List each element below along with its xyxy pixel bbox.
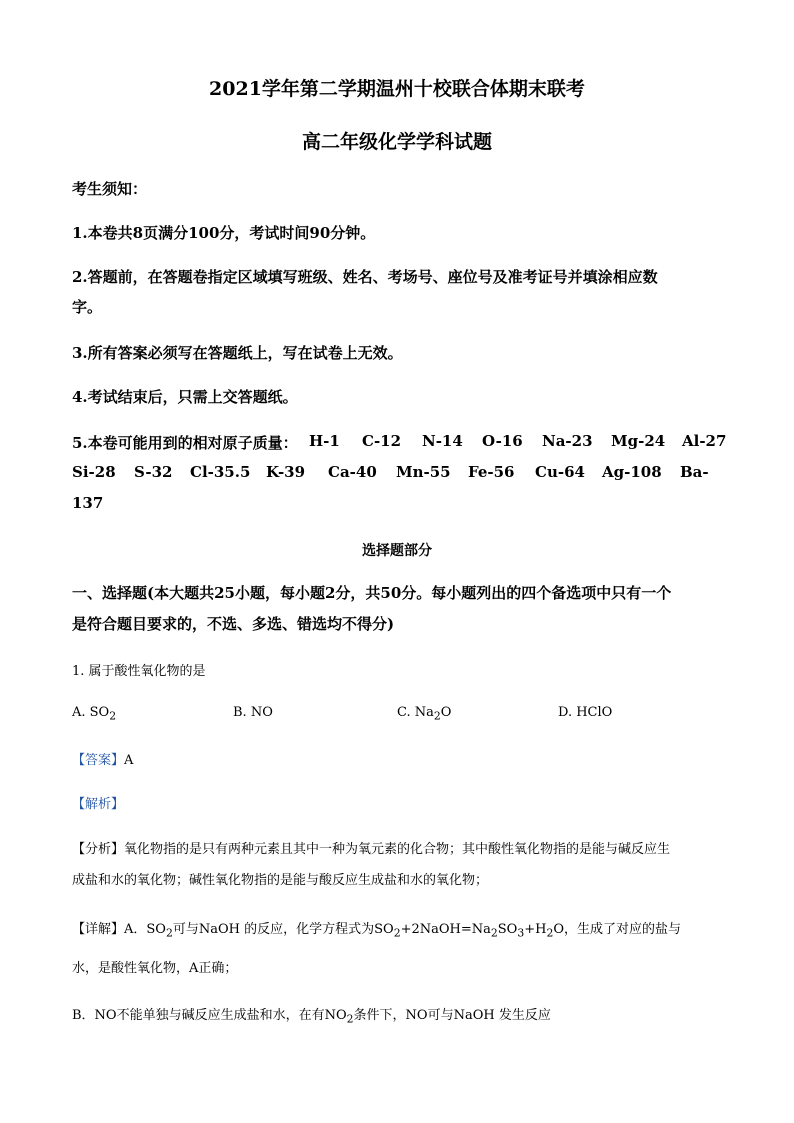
section-title: 选择题部分 [362,543,432,559]
section-intro-line2: 是符合题目要求的，不选、多选、错选均不得分) [72,615,395,633]
atomic-mass: Si-28 [72,463,116,481]
atomic-mass: Ba- [680,463,709,481]
atomic-mass: K-39 [266,463,306,481]
notice-heading: 考生须知： [72,180,148,198]
option-a: A. $SO_2$ [72,705,117,723]
option-c: C. $Na_2O$ [397,705,452,723]
option-d: D. HClO [558,705,613,720]
option-b: B. NO [233,705,273,720]
atomic-mass: Al-27 [682,432,727,450]
question-1-stem: 1. 属于酸性氧化物的是 [72,664,206,679]
atomic-mass: O-16 [482,432,523,450]
notice-item-1: 1.本卷共8页满分100分，考试时间90分钟。 [72,224,376,242]
exam-title: 2021学年第二学期温州十校联合体期末联考 [209,78,585,100]
atomic-mass: Mg-24 [611,432,666,450]
detail-line1: 【详解】A．$SO_2$可与NaOH 的反应，化学方程式为$SO_2+2NaOH=Na_2SO_3+H_2O$，生成了对应的盐与 [72,922,682,940]
atomic-mass: N-14 [422,432,463,450]
chemical-equation: $SO_2+2NaOH=Na_2SO_3+H_2O$ [374,922,565,940]
atomic-mass: S-32 [134,463,173,481]
atomic-mass: Fe-56 [468,463,515,481]
atomic-mass: Na-23 [542,432,593,450]
atomic-mass-row-3: 137 [72,494,104,512]
answer-label: 【答案】 [72,753,125,768]
detail-b-line: B．NO不能单独与碱反应生成盐和水，在有$NO_2$条件下，NO可与NaOH 发生反应 [72,1008,551,1026]
atomic-mass: Cl-35.5 [190,463,251,481]
notice-item-4: 4.考试结束后，只需上交答题纸。 [72,388,298,406]
atomic-mass: Cu-64 [535,463,585,481]
detail-line2: 水，是酸性氧化物，A正确； [72,961,238,976]
atomic-mass: Ca-40 [328,463,377,481]
atomic-mass: C-12 [362,432,402,450]
notice-item-3: 3.所有答案必须写在答题纸上，写在试卷上无效。 [72,344,403,362]
atomic-mass: H-1 [309,432,340,450]
answer-line [72,749,133,768]
fenxi-line1: 【分析】氧化物指的是只有两种元素且其中一种为氧元素的化合物；其中酸性氧化物指的是能与碱反应生 [72,842,671,857]
analysis-label: 【解析】 [72,797,125,812]
atomic-mass: Mn-55 [396,463,451,481]
section-intro-line1: 一、选择题(本大题共25小题，每小题2分，共50分。每小题列出的四个备选项中只有一个 [72,584,672,602]
answer-value: A [124,753,134,768]
notice-item-2-line2: 字。 [72,298,103,316]
atomic-mass: Ag-108 [602,463,662,481]
notice-item-5-prefix: 5.本卷可能用到的相对原子质量： [72,434,298,452]
fenxi-line2: 成盐和水的氧化物；碱性氧化物指的是能与酸反应生成盐和水的氧化物； [72,873,489,888]
exam-subtitle: 高二年级化学学科试题 [301,131,492,153]
notice-item-2-line1: 2.答题前，在答题卷指定区域填写班级、姓名、考场号、座位号及准考证号并填涂相应数 [72,268,658,286]
